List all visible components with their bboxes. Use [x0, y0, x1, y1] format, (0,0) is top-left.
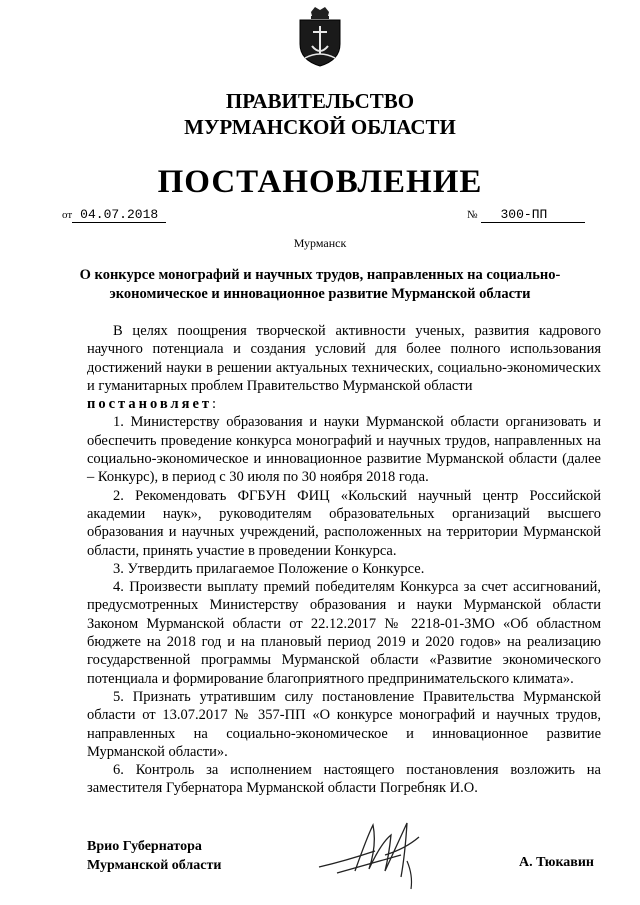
document-type: ПОСТАНОВЛЕНИЕ: [157, 164, 483, 200]
number-label: №: [467, 209, 478, 221]
document-body: [87, 322, 601, 798]
list-item: 6. Контроль за исполнением настоящего постановления возложить на заместителя Губернатора Мурманской области Погребняк И.О.: [87, 762, 601, 797]
resolves-line: [87, 395, 601, 413]
list-item: 4. Произвести выплату премий победителям Конкурса за счет ассигнований, предусмотренных Министерству образования и науки Мурманской области Законом Мурманской области от 22.12.2017 № 2218-01-ЗМО «Об областном бюджете на 2018 год и на плановый период 2019 и 2020 годов» на реализацию государственной программы Мурманской области «Развитие экономического потенциала и формирование благоприятного предпринимательского климата».: [87, 579, 601, 687]
resolves-colon: :: [212, 396, 217, 413]
signatory-name: А. Тюкавин: [519, 855, 594, 870]
signatory-position-line-2: Мурманской области: [87, 858, 222, 873]
date-field: [62, 207, 166, 223]
number-field: [467, 207, 585, 223]
preamble-text: В целях поощрения творческой активности ученых, развития кадрового научного потенциала и создания условий для более полного использования достижений науки в решении актуальных технических, социально-экономических и гуманитарных проблем Правительство Мурманской области: [87, 323, 601, 394]
government-line-2: МУРМАНСКОЙ ОБЛАСТИ: [184, 115, 456, 139]
government-line-1: ПРАВИТЕЛЬСТВО: [225, 89, 415, 113]
handwritten-signature: [315, 815, 445, 893]
resolves-word: постановляет: [87, 396, 213, 413]
list-item: 5. Признать утратившим силу постановление Правительства Мурманской области от 13.07.2017 № 357-ПП «О конкурсе монографий и научных трудов, направленных на социально-экономическое и инновационное развитие Мурманской области».: [87, 688, 601, 760]
murmansk-coat-of-arms-icon: [297, 6, 343, 68]
government-name: [0, 88, 640, 140]
date-label: от: [62, 209, 73, 221]
preamble-paragraph: [87, 322, 601, 395]
list-item: 1. Министерству образования и науки Мурманской области организовать и обеспечить проведение конкурса монографий и научных трудов, направленных на социально-экономическое и инновационное развитие Мурманской области (далее – Конкурс), в период с 30 июля по 30 ноября 2018 года.: [87, 414, 601, 486]
signatory-position-line-1: Врио Губернатора: [87, 839, 202, 854]
date-value: 04.07.2018: [72, 207, 166, 223]
list-item: 3. Утвердить прилагаемое Положение о Конкурсе.: [113, 560, 425, 577]
document-title: О конкурсе монографий и научных трудов, направленных на социально-экономическое и инновационное развитие Мурманской области: [79, 267, 561, 302]
signatory-position: [87, 837, 221, 875]
list-item: 2. Рекомендовать ФГБУН ФИЦ «Кольский научный центр Российской академии наук», руководителям образовательных организаций высшего образования и научных учреждений, расположенных на территории Мурманской области, принять участие в проведении Конкурса.: [87, 487, 601, 559]
number-value: 300-ПП: [481, 207, 585, 223]
city: Мурманск: [293, 236, 347, 250]
